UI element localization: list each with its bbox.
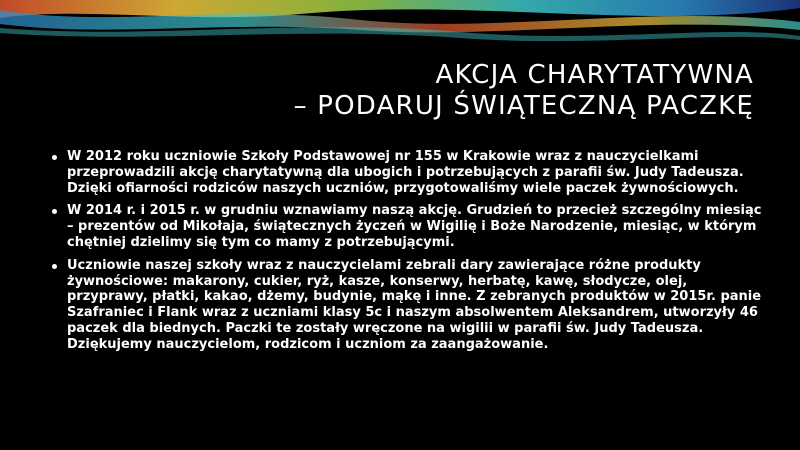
ribbon-band-top	[0, 0, 800, 18]
slide-body	[50, 149, 770, 360]
ribbon-band-middle	[0, 10, 800, 32]
title-line-1: AKCJA CHARYTATYWNA	[435, 60, 754, 90]
slide-title	[294, 60, 754, 122]
list-item	[50, 258, 770, 353]
bullet-icon	[52, 264, 57, 269]
bullet-list	[50, 149, 770, 353]
list-item	[50, 149, 770, 196]
bullet-icon	[52, 209, 57, 214]
paragraph-text: Uczniowie naszej szkoły wraz z nauczycielami zebrali dary zawierające różne produkty żywnościowe: makarony, cukier, ryż, kasze, konserwy, herbatę, kawę, słodycze, olej, przyprawy, płatki, kakao, dżemy, budynie, mąkę i inne. Z zebranych produktów w 2015r. panie Szafraniec i Flank wraz z uczniami klasy 5c i naszym absolwentem Aleksandrem, utworzyły 46 paczek dla biednych. Paczki te zostały wręczone na wigilii w parafii św. Judy Tadeusza. Dziękujemy nauczycielom, rodzicom i uczniom za zaangażowanie.	[67, 257, 762, 352]
title-line-2: – PODARUJ ŚWIĄTECZNĄ PACZKĘ	[293, 91, 754, 121]
paragraph-text: W 2014 r. i 2015 r. w grudniu wznawiamy naszą akcję. Grudzień to przecież szczególny miesiąc – prezentów od Mikołaja, świątecznych życzeń w Wigilię i Boże Narodzenie, miesiąc, w którym chętniej dzielimy się tym co mamy z potrzebującymi.	[67, 203, 762, 250]
paragraph-text: W 2012 roku uczniowie Szkoły Podstawowej nr 155 w Krakowie wraz z nauczycielkami przeprowadzili akcję charytatywną dla ubogich i potrzebujących z parafii św. Judy Tadeusza. Dzięki ofiarności rodziców naszych uczniów, przygotowaliśmy wiele paczek żywnościowych.	[67, 149, 744, 196]
decorative-ribbon	[0, 0, 800, 45]
ribbon-band-thin	[0, 27, 800, 41]
bullet-icon	[52, 155, 57, 160]
list-item	[50, 203, 770, 250]
